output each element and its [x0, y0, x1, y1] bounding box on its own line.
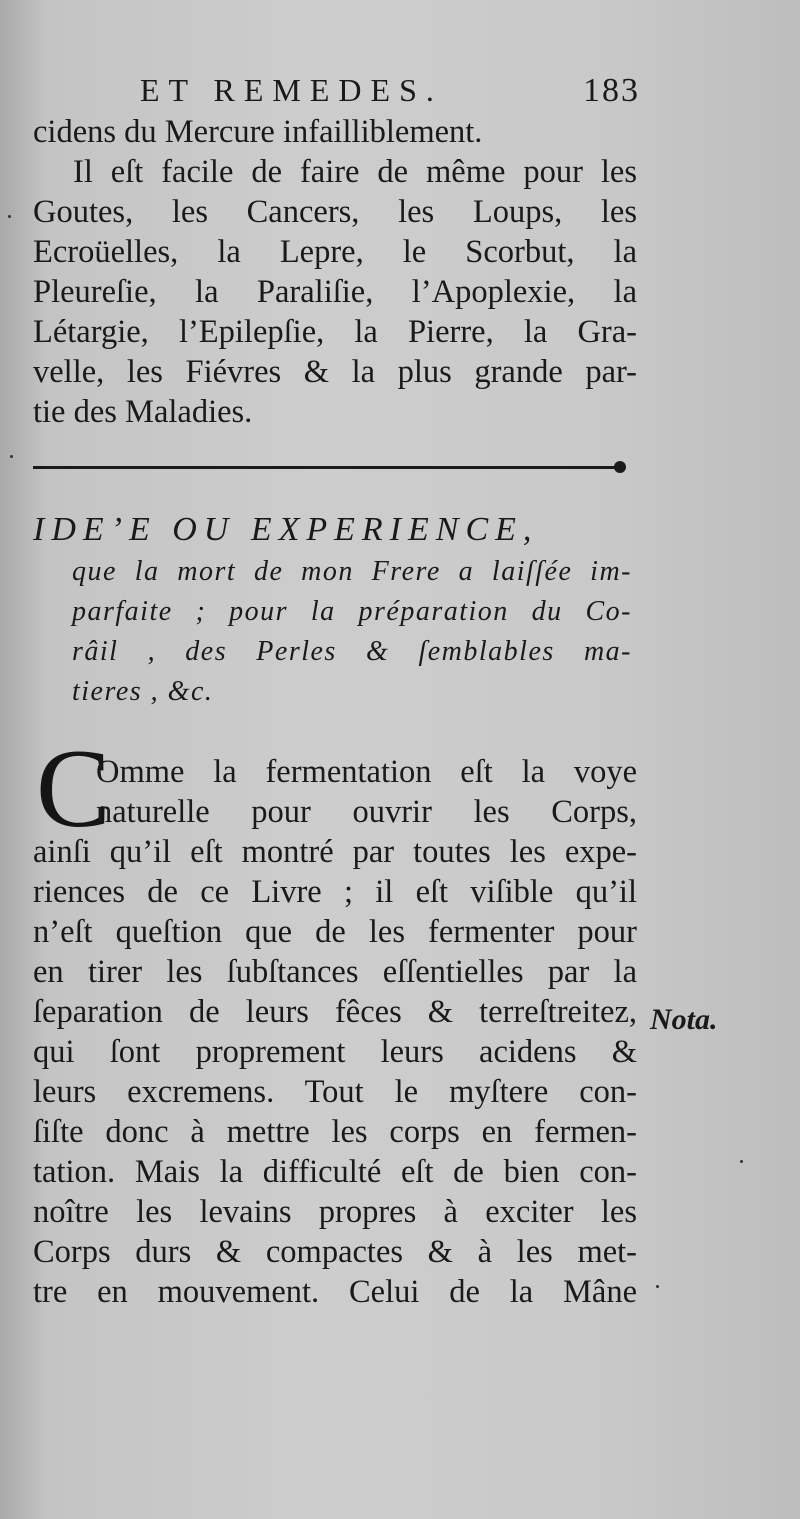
paragraph-line: Omme la fermentation eſt la voye	[96, 754, 637, 790]
section-title-line: que la mort de mon Frere a laiſſée im-	[72, 556, 632, 587]
paragraph-line: ainſi qu’il eſt montré par toutes les expe-	[33, 834, 637, 870]
section-title-line: parfaite ; pour la préparation du Co-	[72, 596, 632, 627]
paragraph-line: Ecroüelles, la Lepre, le Scorbut, la	[33, 234, 637, 270]
paragraph-line: ſeparation de leurs fêces & terreſtreitez,	[33, 994, 637, 1030]
drop-cap: C	[36, 727, 111, 851]
paragraph-line: Létargie, l’Epilepſie, la Pierre, la Gra-	[33, 314, 637, 350]
paragraph-line: n’eſt queſtion que de les fermenter pour	[33, 914, 637, 950]
margin-note: Nota.	[650, 1003, 718, 1036]
paragraph-line: Corps durs & compactes & à les met-	[33, 1234, 637, 1270]
paragraph-line: leurs excremens. Tout le myſtere con-	[33, 1074, 637, 1110]
paragraph-line: cidens du Mercure infailliblement.	[33, 114, 483, 150]
section-title-line: tieres , &c.	[72, 676, 214, 707]
running-head: ET REMEDES.	[140, 72, 443, 108]
section-divider-dot	[614, 461, 626, 473]
section-title-main: IDE’E OU EXPERIENCE,	[33, 511, 539, 548]
paper-speck	[10, 455, 13, 458]
paragraph-line: riences de ce Livre ; il eſt viſible qu’il	[33, 874, 637, 910]
page-header	[140, 72, 640, 112]
paragraph-line: velle, les Fiévres & la plus grande par-	[33, 354, 637, 390]
page-number: 183	[583, 72, 640, 109]
paragraph-line: naturelle pour ouvrir les Corps,	[96, 794, 637, 830]
paragraph-line: tre en mouvement. Celui de la Mâne	[33, 1274, 637, 1310]
paragraph-line: noître les levains propres à exciter les	[33, 1194, 637, 1230]
paragraph-line: tie des Maladies.	[33, 394, 253, 430]
paragraph-line: tation. Mais la difficulté eſt de bien con-	[33, 1154, 637, 1190]
paragraph-line: ſiſte donc à mettre les corps en fermen-	[33, 1114, 637, 1150]
paragraph-line: Pleureſie, la Paraliſie, l’Apoplexie, la	[33, 274, 637, 310]
paragraph-line: Il eſt facile de faire de même pour les	[73, 154, 637, 190]
paragraph-line: Goutes, les Cancers, les Loups, les	[33, 194, 637, 230]
paper-speck	[740, 1160, 743, 1163]
section-title-line: râil , des Perles & ſemblables ma-	[72, 636, 632, 667]
paper-speck	[656, 1285, 659, 1288]
paragraph-line: en tirer les ſubſtances eſſentielles par la	[33, 954, 637, 990]
paper-speck	[8, 215, 11, 218]
paragraph-line: qui ſont proprement leurs acidens &	[33, 1034, 637, 1070]
section-divider-rule	[33, 466, 625, 469]
